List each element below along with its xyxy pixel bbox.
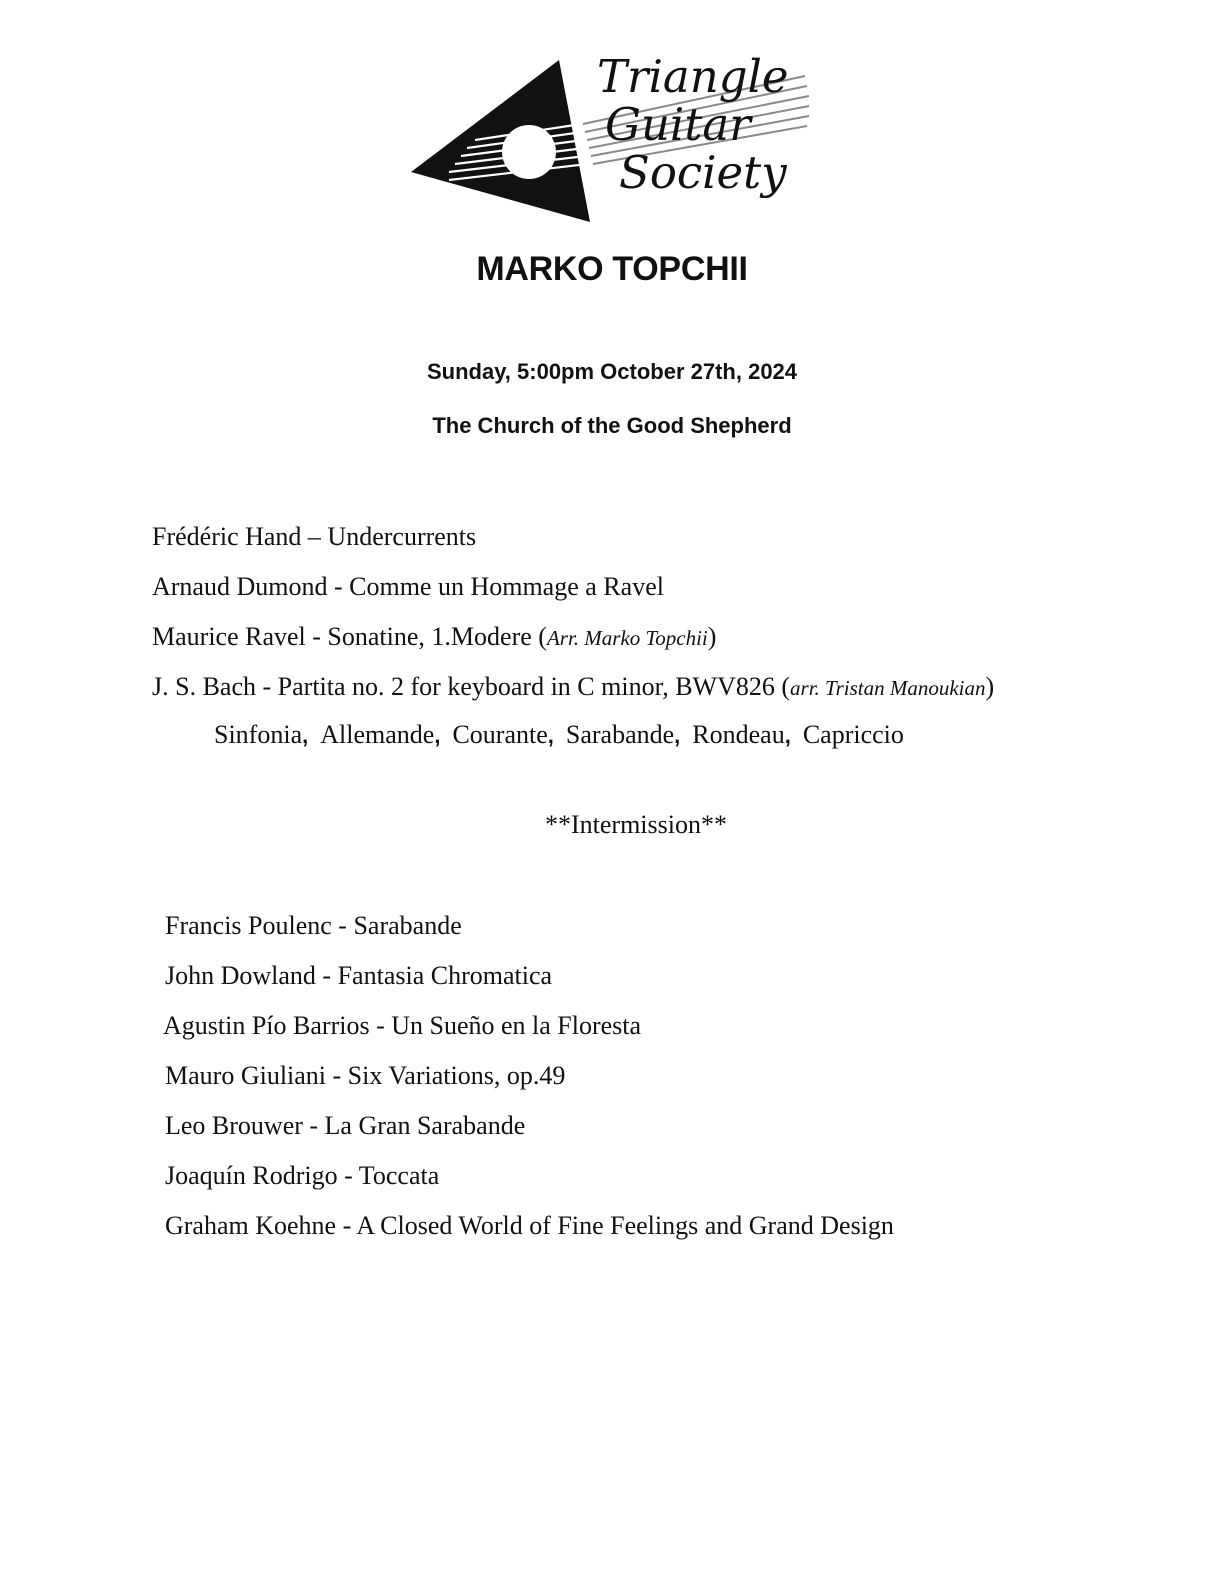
program-item: Graham Koehne - A Closed World of Fine Feelings and Grand Design [165,1211,894,1240]
movement-item [452,719,565,752]
movement-item [214,719,320,752]
program-item: John Dowland - Fantasia Chromatica [165,961,553,990]
program-item-text: Arnaud Dumond - Comme un Hommage a Ravel [152,572,664,601]
movement-item [566,719,692,752]
program-item: Agustin Pío Barrios - Un Sueño en la Floresta [163,1011,642,1040]
arrangement-credit: arr. Tristan Manoukian [790,676,986,700]
program-item [152,671,994,704]
program-item-text: J. S. Bach - Partita no. 2 for keyboard in C minor, BWV826 ( [152,672,791,701]
movement-item [692,719,803,752]
movement-separator: , [674,723,681,748]
logo-word-2: Guitar [605,98,751,151]
bach-movements [214,719,904,752]
movement-separator: , [547,723,554,748]
program-item: Mauro Giuliani - Six Variations, op.49 [165,1061,566,1090]
arrangement-close: ) [707,622,717,651]
movement-name: Courante [452,720,548,749]
program-item [152,621,716,654]
logo-triangle-shape [411,60,590,222]
triangle-guitar-society-logo [405,52,815,230]
movement-name: Rondeau [692,720,785,749]
arrangement-close: ) [985,672,995,701]
arrangement-credit: Arr. Marko Topchii [546,626,708,650]
movement-name: Allemande [320,720,435,749]
movement-name: Capriccio [802,720,904,749]
program-item: Francis Poulenc - Sarabande [165,911,462,940]
movement-item [320,719,452,752]
program-item: Joaquín Rodrigo - Toccata [165,1161,440,1190]
movement-item [803,719,904,751]
movement-name: Sarabande [565,720,675,749]
movement-separator: , [302,723,309,748]
event-date: Sunday, 5:00pm October 27th, 2024 [426,359,798,384]
program-item [152,521,476,553]
movement-name: Sinfonia [214,720,303,749]
program-item-text: Frédéric Hand – Undercurrents [152,522,477,551]
program-item-text: Maurice Ravel - Sonatine, 1.Modere ( [152,622,547,651]
intermission-label: **Intermission** [545,810,727,839]
program-item [152,571,664,603]
guitar-triangle-logo-icon [405,52,815,230]
event-venue: The Church of the Good Shepherd [432,413,792,438]
program-item: Leo Brouwer - La Gran Sarabande [165,1111,526,1140]
logo-word-1: Triangle [597,52,789,103]
movement-separator: , [784,723,791,748]
movement-separator: , [434,723,441,748]
logo-word-3: Society [619,146,787,199]
performer-name: MARKO TOPCHII [476,250,748,288]
